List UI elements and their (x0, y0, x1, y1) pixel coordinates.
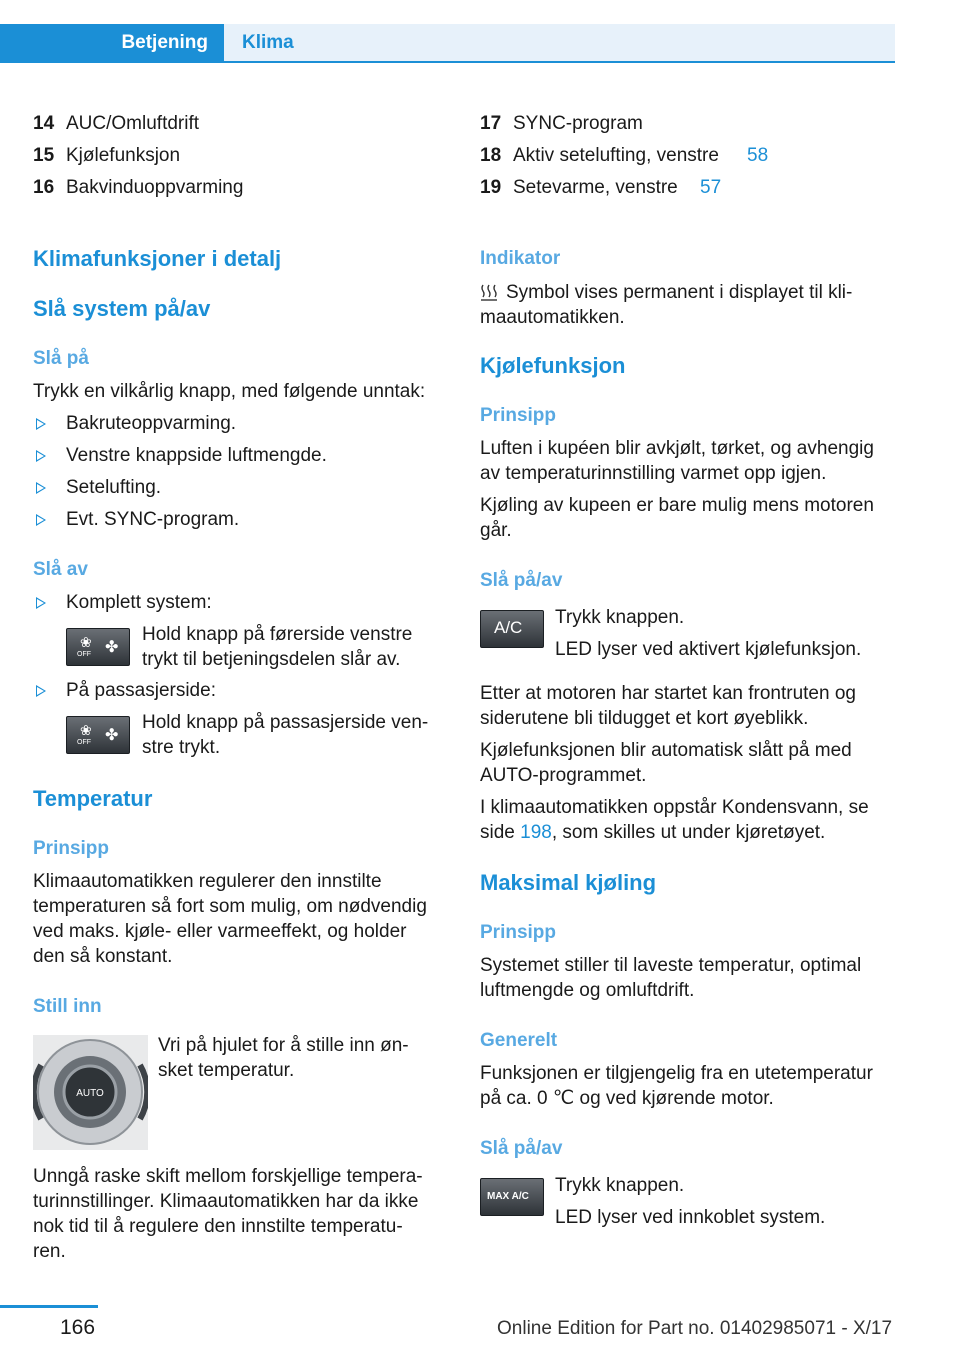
item-number: 15 (33, 145, 55, 166)
bullet-icon (36, 514, 46, 526)
heading-sla-pa-av: Slå på/av (480, 570, 563, 591)
bullet-icon (36, 685, 46, 697)
heading-sla-pa: Slå på (33, 348, 89, 369)
max-ac-label: MAX A/C (487, 1191, 529, 1202)
heading-maksimal-kjoling: Maksimal kjøling (480, 870, 657, 895)
paragraph: I klimaautomatikken oppstår Kondensvann, se (480, 797, 869, 818)
paragraph: den så konstant. (33, 946, 173, 967)
max-ac-button-image (480, 1178, 544, 1216)
paragraph: Kjølefunksjonen blir automatisk slått på med (480, 740, 852, 761)
paragraph: Trykk knappen. (555, 1175, 685, 1196)
paragraph: Funksjonen er tilgjengelig fra en utetemperatur (480, 1063, 873, 1084)
heading-indikator: Indikator (480, 248, 561, 269)
paragraph: går. (480, 520, 512, 541)
bullet-text: På passasjerside: (66, 680, 216, 701)
paragraph: Systemet stiller til laveste temperatur, optimal (480, 955, 862, 976)
bullet-text: Venstre knappside luftmengde. (66, 445, 327, 466)
heading-klimafunksjoner: Klimafunksjoner i detalj (33, 246, 282, 271)
temperature-wheel-image (33, 1035, 148, 1150)
heading-prinsipp: Prinsipp (480, 922, 557, 943)
heading-kjolefunksjon: Kjølefunksjon (480, 353, 626, 378)
item-text: Kjølefunksjon (66, 145, 181, 166)
item-text: Setevarme, venstre (513, 177, 678, 198)
heading-sla-system: Slå system på/av (33, 296, 211, 321)
item-text: Aktiv setelufting, venstre (513, 145, 719, 166)
heading-sla-pa-av: Slå på/av (480, 1138, 563, 1159)
paragraph: trykt til betjeningsdelen slår av. (142, 649, 401, 670)
page-link-198[interactable]: 198 (520, 822, 552, 843)
tab-betjening[interactable]: Betjening (0, 24, 224, 61)
paragraph: AUTO-programmet. (480, 765, 647, 786)
item-number: 19 (480, 177, 502, 198)
paragraph: Klimaautomatikken regulerer den innstilte (33, 871, 382, 892)
item-number: 14 (33, 113, 55, 134)
item-text: Bakvinduoppvarming (66, 177, 244, 198)
fan-off-button-image (66, 716, 130, 754)
climate-indicator-icon (480, 283, 498, 301)
paragraph: ved maks. kjøle- eller varmeeffekt, og holder (33, 921, 407, 942)
paragraph (480, 820, 825, 845)
heading-still-inn: Still inn (33, 996, 102, 1017)
bullet-text: Komplett system: (66, 592, 212, 613)
auto-label: AUTO (76, 1088, 104, 1099)
footer-rule (0, 1305, 98, 1308)
bullet-text: Evt. SYNC-program. (66, 509, 240, 530)
heading-sla-av: Slå av (33, 559, 88, 580)
item-text: SYNC-program (513, 113, 643, 134)
paragraph: Trykk en vilkårlig knapp, med følgende unntak: (33, 381, 426, 402)
fan-icon: ✤ (105, 639, 119, 656)
ac-label: A/C (494, 618, 523, 637)
ac-button-image (480, 610, 544, 648)
bullet-icon (36, 450, 46, 462)
chapter-tabbar (0, 24, 895, 63)
fan-icon: ❀ (80, 634, 92, 650)
text: side (480, 822, 521, 843)
bullet-text: Setelufting. (66, 477, 162, 498)
fan-icon: ✤ (105, 727, 119, 744)
bullet-icon (36, 597, 46, 609)
paragraph: på ca. 0 ℃ og ved kjørende motor. (480, 1088, 774, 1109)
paragraph: Trykk knappen. (555, 607, 685, 628)
paragraph: Hold knapp på førerside venstre (142, 624, 413, 645)
paragraph: sket temperatur. (158, 1060, 295, 1081)
fan-off-button-image (66, 628, 130, 666)
paragraph: siderutene bli tildugget et kort øyeblikk. (480, 708, 809, 729)
page-link-58[interactable]: 58 (747, 145, 769, 166)
paragraph: maautomatikken. (480, 307, 625, 328)
heading-temperatur: Temperatur (33, 786, 153, 811)
paragraph: Etter at motoren har startet kan frontruten og (480, 683, 856, 704)
off-label: OFF (77, 651, 91, 658)
paragraph: Unngå raske skift mellom forskjellige tempera- (33, 1166, 423, 1187)
bullet-icon (36, 418, 46, 430)
paragraph: Hold knapp på passasjerside ven- (142, 712, 429, 733)
tab-klima[interactable]: Klima (224, 24, 895, 61)
paragraph: LED lyser ved aktivert kjølefunksjon. (555, 639, 862, 660)
heading-generelt: Generelt (480, 1030, 558, 1051)
item-number: 16 (33, 177, 55, 198)
heading-prinsipp: Prinsipp (33, 838, 110, 859)
fan-icon: ❀ (80, 722, 92, 738)
edition-footer: Online Edition for Part no. 01402985071 - X/17 (497, 1318, 893, 1339)
paragraph: Vri på hjulet for å stille inn øn- (158, 1035, 409, 1056)
paragraph: nok tid til å regulere den innstilte temperatu- (33, 1216, 403, 1237)
text: , som skilles ut under kjøretøyet. (551, 822, 826, 843)
item-text: AUC/Omluftdrift (66, 113, 200, 134)
paragraph: Kjøling av kupeen er bare mulig mens motoren (480, 495, 874, 516)
bullet-icon (36, 482, 46, 494)
paragraph: Symbol vises permanent i displayet til kli- (506, 282, 853, 303)
paragraph: luftmengde og omluftdrift. (480, 980, 695, 1001)
item-number: 18 (480, 145, 502, 166)
paragraph: LED lyser ved innkoblet system. (555, 1207, 826, 1228)
paragraph: ren. (33, 1241, 66, 1262)
item-number: 17 (480, 113, 502, 134)
heading-prinsipp: Prinsipp (480, 405, 557, 426)
paragraph: turinnstillinger. Klimaautomatikken har da ikke (33, 1191, 419, 1212)
paragraph: Luften i kupéen blir avkjølt, tørket, og avhengig (480, 438, 874, 459)
page-number: 166 (60, 1316, 96, 1339)
bullet-text: Bakruteoppvarming. (66, 413, 237, 434)
paragraph: temperaturen så fort som mulig, om nødvendig (33, 896, 427, 917)
paragraph: stre trykt. (142, 737, 221, 758)
off-label: OFF (77, 739, 91, 746)
paragraph: av temperaturinnstilling varmet opp igjen. (480, 463, 827, 484)
page-link-57[interactable]: 57 (700, 177, 722, 198)
